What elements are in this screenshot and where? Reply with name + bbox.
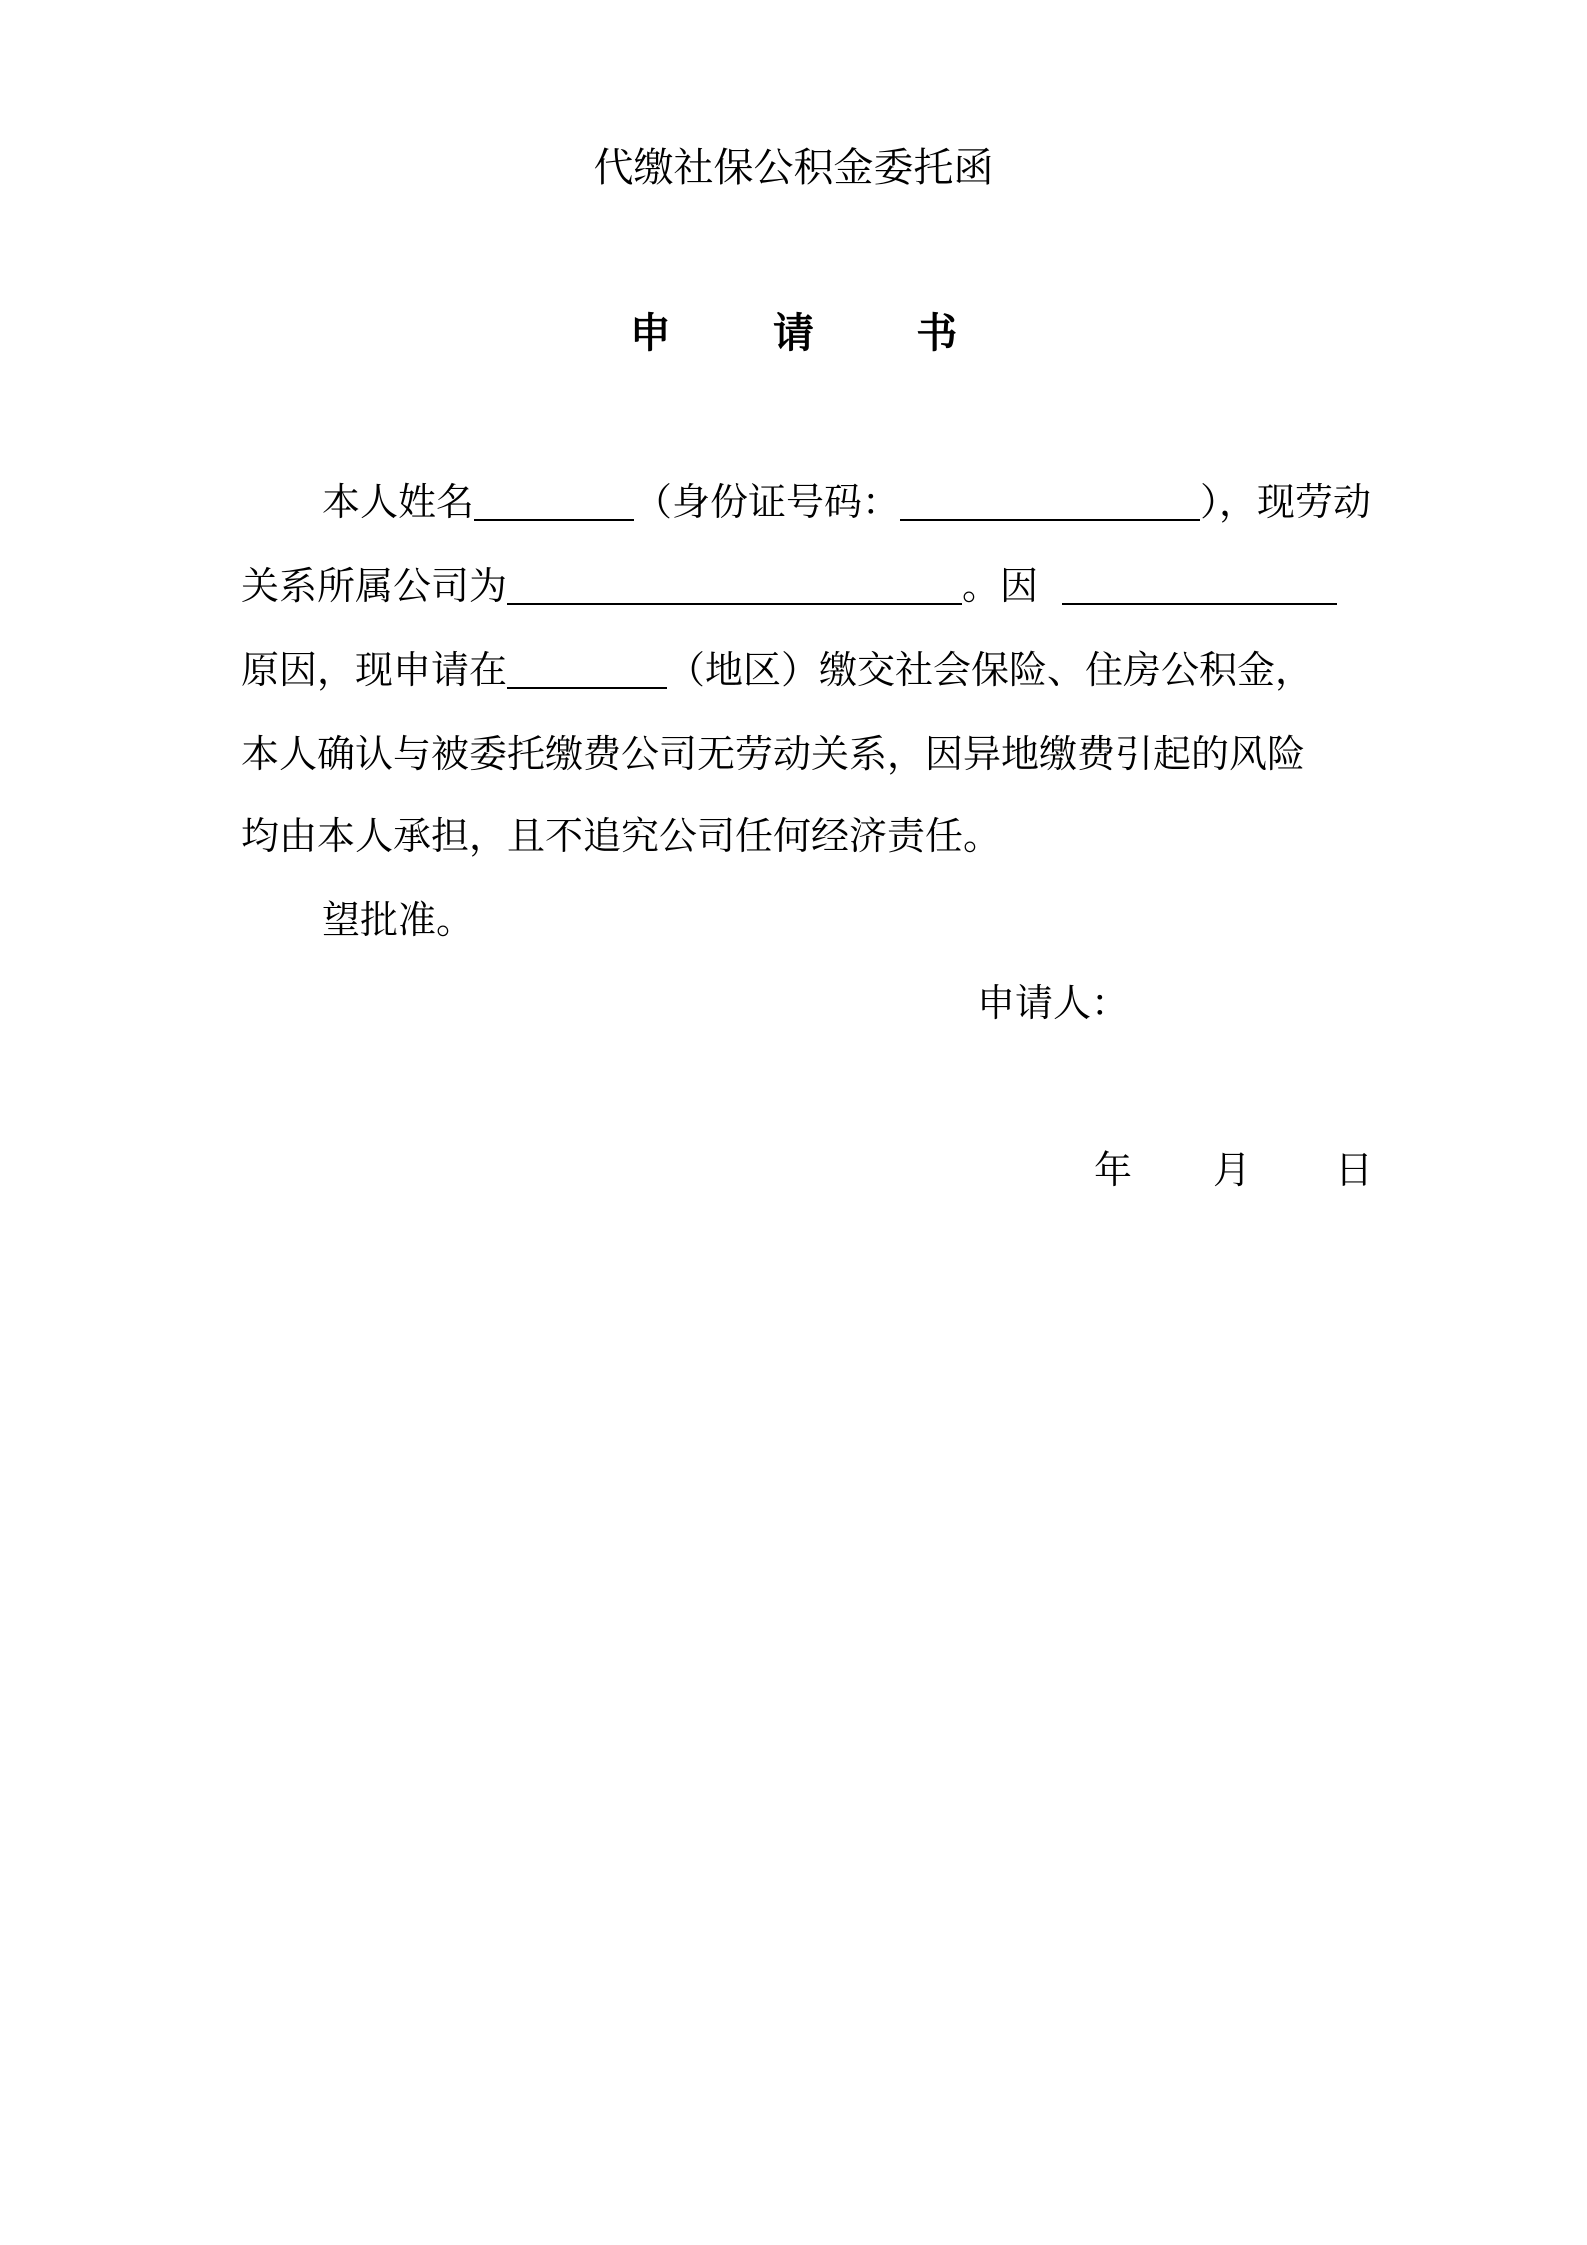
id-number-label: （身份证号码： bbox=[634, 480, 901, 524]
date-month-label: 月 bbox=[1213, 1148, 1252, 1192]
paragraph-line-4: 本人确认与被委托缴费公司无劳动关系，因异地缴费引起的风险 bbox=[241, 732, 1306, 776]
paragraph-line-1 bbox=[322, 474, 1371, 530]
page-title: 代缴社保公积金委托函 bbox=[593, 145, 994, 191]
region-label: 原因，现申请在 bbox=[241, 648, 508, 692]
name-label: 本人姓名 bbox=[322, 480, 475, 524]
region-field[interactable] bbox=[507, 647, 667, 689]
reason-label: 。因 bbox=[962, 564, 1039, 608]
date-year-label: 年 bbox=[1094, 1148, 1133, 1192]
date-day-label: 日 bbox=[1335, 1148, 1374, 1192]
name-field[interactable] bbox=[474, 479, 634, 521]
signature-label: 申请人： bbox=[977, 981, 1130, 1025]
line-3-suffix: （地区）缴交社会保险、住房公积金， bbox=[667, 648, 1314, 692]
id-number-field[interactable] bbox=[900, 479, 1200, 521]
paragraph-line-2 bbox=[241, 558, 1337, 614]
paragraph-line-3 bbox=[241, 642, 1313, 698]
company-field[interactable] bbox=[507, 563, 962, 605]
reason-field[interactable] bbox=[1062, 563, 1337, 605]
closing-text: 望批准。 bbox=[322, 898, 475, 942]
document-heading: 申 请 书 bbox=[629, 309, 1002, 357]
line-1-suffix: ），现劳动 bbox=[1200, 480, 1372, 524]
paragraph-line-5: 均由本人承担，且不追究公司任何经济责任。 bbox=[241, 814, 1002, 858]
company-label: 关系所属公司为 bbox=[241, 564, 508, 608]
